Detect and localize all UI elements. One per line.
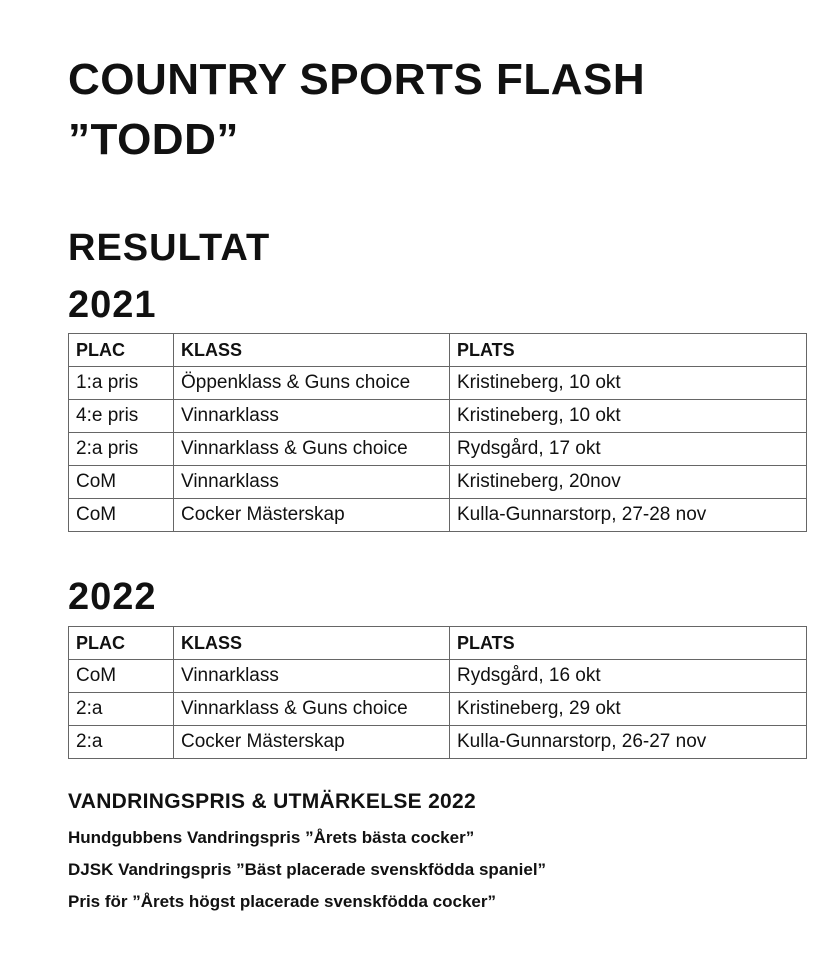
award-item: DJSK Vandringspris ”Bäst placerade svenskfödda spaniel” <box>68 860 547 879</box>
title-line-2: ”TODD” <box>68 115 239 164</box>
column-header-plac: PLAC <box>69 627 174 660</box>
cell-klass: Vinnarklass <box>174 400 450 433</box>
table-row <box>69 726 807 759</box>
year-heading-2022: 2022 <box>68 576 157 618</box>
table-row <box>69 660 807 693</box>
cell-plac: 2:a pris <box>69 433 174 466</box>
cell-plac: CoM <box>69 466 174 499</box>
award-item: Hundgubbens Vandringspris ”Årets bästa cocker” <box>68 828 475 847</box>
table-row <box>69 367 807 400</box>
awards-heading: VANDRINGSPRIS & UTMÄRKELSE 2022 <box>68 790 476 813</box>
column-header-plats: PLATS <box>450 627 807 660</box>
cell-plats: Kristineberg, 20nov <box>450 466 807 499</box>
column-header-klass: KLASS <box>174 334 450 367</box>
cell-plats: Kristineberg, 29 okt <box>450 693 807 726</box>
cell-plac: 2:a <box>69 726 174 759</box>
cell-plac: 1:a pris <box>69 367 174 400</box>
results-table-2022 <box>68 626 807 759</box>
cell-plac: 4:e pris <box>69 400 174 433</box>
section-heading-resultat: RESULTAT <box>68 227 271 269</box>
award-item: Pris för ”Årets högst placerade svenskfödda cocker” <box>68 892 496 911</box>
cell-plats: Kulla-Gunnarstorp, 27-28 nov <box>450 499 807 532</box>
cell-plac: CoM <box>69 499 174 532</box>
cell-klass: Vinnarklass & Guns choice <box>174 433 450 466</box>
table-header-row <box>69 334 807 367</box>
title-line-1: COUNTRY SPORTS FLASH <box>68 55 646 104</box>
cell-plats: Kristineberg, 10 okt <box>450 367 807 400</box>
cell-klass: Vinnarklass <box>174 466 450 499</box>
column-header-plac: PLAC <box>69 334 174 367</box>
cell-plats: Kristineberg, 10 okt <box>450 400 807 433</box>
table-row <box>69 433 807 466</box>
cell-plats: Rydsgård, 16 okt <box>450 660 807 693</box>
cell-klass: Cocker Mästerskap <box>174 499 450 532</box>
cell-plats: Kulla-Gunnarstorp, 26-27 nov <box>450 726 807 759</box>
table-row <box>69 693 807 726</box>
document-title <box>68 50 645 170</box>
results-table-2021 <box>68 333 807 532</box>
table-row <box>69 400 807 433</box>
cell-plats: Rydsgård, 17 okt <box>450 433 807 466</box>
cell-klass: Öppenklass & Guns choice <box>174 367 450 400</box>
column-header-plats: PLATS <box>450 334 807 367</box>
table-row <box>69 499 807 532</box>
cell-plac: CoM <box>69 660 174 693</box>
cell-klass: Vinnarklass <box>174 660 450 693</box>
table-header-row <box>69 627 807 660</box>
year-heading-2021: 2021 <box>68 284 157 326</box>
awards-list <box>68 822 546 918</box>
table-row <box>69 466 807 499</box>
column-header-klass: KLASS <box>174 627 450 660</box>
cell-klass: Vinnarklass & Guns choice <box>174 693 450 726</box>
cell-plac: 2:a <box>69 693 174 726</box>
cell-klass: Cocker Mästerskap <box>174 726 450 759</box>
